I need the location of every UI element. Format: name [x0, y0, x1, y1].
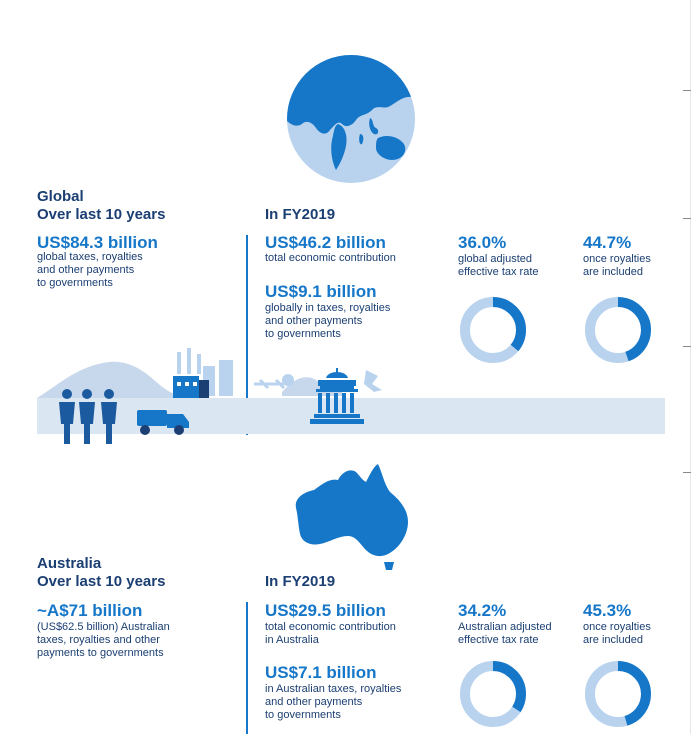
desc-line: total economic contribution	[265, 621, 396, 633]
australia-map-illustration	[290, 462, 414, 572]
global-fy-heading: In FY2019	[265, 206, 336, 223]
global-total-value: US$84.3 billion	[37, 233, 158, 252]
desc-line: taxes, royalties and other	[37, 634, 160, 646]
desc-line: and other payments	[265, 315, 363, 327]
australia-contribution-value: US$29.5 billion	[265, 601, 386, 620]
global-rate1-value: 36.0%	[458, 233, 507, 252]
government-building-illustration	[254, 366, 404, 430]
australia-taxes-value: US$7.1 billion	[265, 663, 377, 682]
desc-line: to governments	[265, 328, 341, 340]
australia-total-desc	[37, 621, 170, 660]
desc-line: payments to governments	[37, 647, 164, 659]
global-rate1-desc	[458, 253, 539, 279]
australia-divider	[246, 602, 248, 734]
global-heading: Global	[37, 188, 84, 205]
desc-line: global taxes, royalties	[37, 251, 143, 263]
desc-line: global adjusted	[458, 253, 533, 265]
australia-rate2-value: 45.3%	[583, 601, 632, 620]
page-edge-tick	[683, 472, 691, 473]
page-edge-tick	[683, 218, 691, 219]
australia-total-value: ~A$71 billion	[37, 601, 143, 620]
global-subheading: Over last 10 years	[37, 206, 166, 223]
global-taxes-desc	[265, 302, 390, 341]
desc-line: effective tax rate	[458, 634, 539, 646]
global-rate2-desc	[583, 253, 651, 279]
australia-rate1-desc	[458, 621, 552, 647]
desc-line: are included	[583, 634, 643, 646]
desc-line: once royalties	[583, 621, 651, 633]
australia-tax-rate-donut	[457, 658, 529, 730]
page-edge-tick	[683, 90, 691, 91]
global-total-desc	[37, 251, 143, 290]
desc-line: and other payments	[37, 264, 135, 276]
desc-line: Australian adjusted	[458, 621, 552, 633]
australia-subheading: Over last 10 years	[37, 573, 166, 590]
desc-line: in Australian taxes, royalties	[265, 683, 402, 695]
desc-line: globally in taxes, royalties	[265, 302, 391, 314]
global-tax-rate-donut	[457, 294, 529, 366]
australia-contribution-desc	[265, 621, 396, 647]
australia-heading: Australia	[37, 555, 102, 572]
desc-line: to governments	[265, 709, 341, 721]
desc-line: total economic contribution	[265, 252, 396, 264]
australia-rate2-desc	[583, 621, 651, 647]
mining-scene-illustration	[37, 340, 247, 450]
desc-line: are included	[583, 266, 643, 278]
australia-taxes-desc	[265, 683, 401, 722]
global-contribution-value: US$46.2 billion	[265, 233, 386, 252]
desc-line: effective tax rate	[458, 266, 539, 278]
global-royalty-rate-donut	[582, 294, 654, 366]
global-contribution-desc	[265, 252, 396, 265]
global-rate2-value: 44.7%	[583, 233, 632, 252]
desc-line: in Australia	[265, 634, 319, 646]
australia-fy-heading: In FY2019	[265, 573, 336, 590]
desc-line: and other payments	[265, 696, 363, 708]
desc-line: to governments	[37, 277, 113, 289]
global-taxes-value: US$9.1 billion	[265, 282, 377, 301]
desc-line: once royalties	[583, 253, 651, 265]
desc-line: (US$62.5 billion) Australian	[37, 621, 170, 633]
globe-illustration	[286, 54, 416, 184]
australia-royalty-rate-donut	[582, 658, 654, 730]
page-edge-tick	[683, 346, 691, 347]
australia-rate1-value: 34.2%	[458, 601, 507, 620]
